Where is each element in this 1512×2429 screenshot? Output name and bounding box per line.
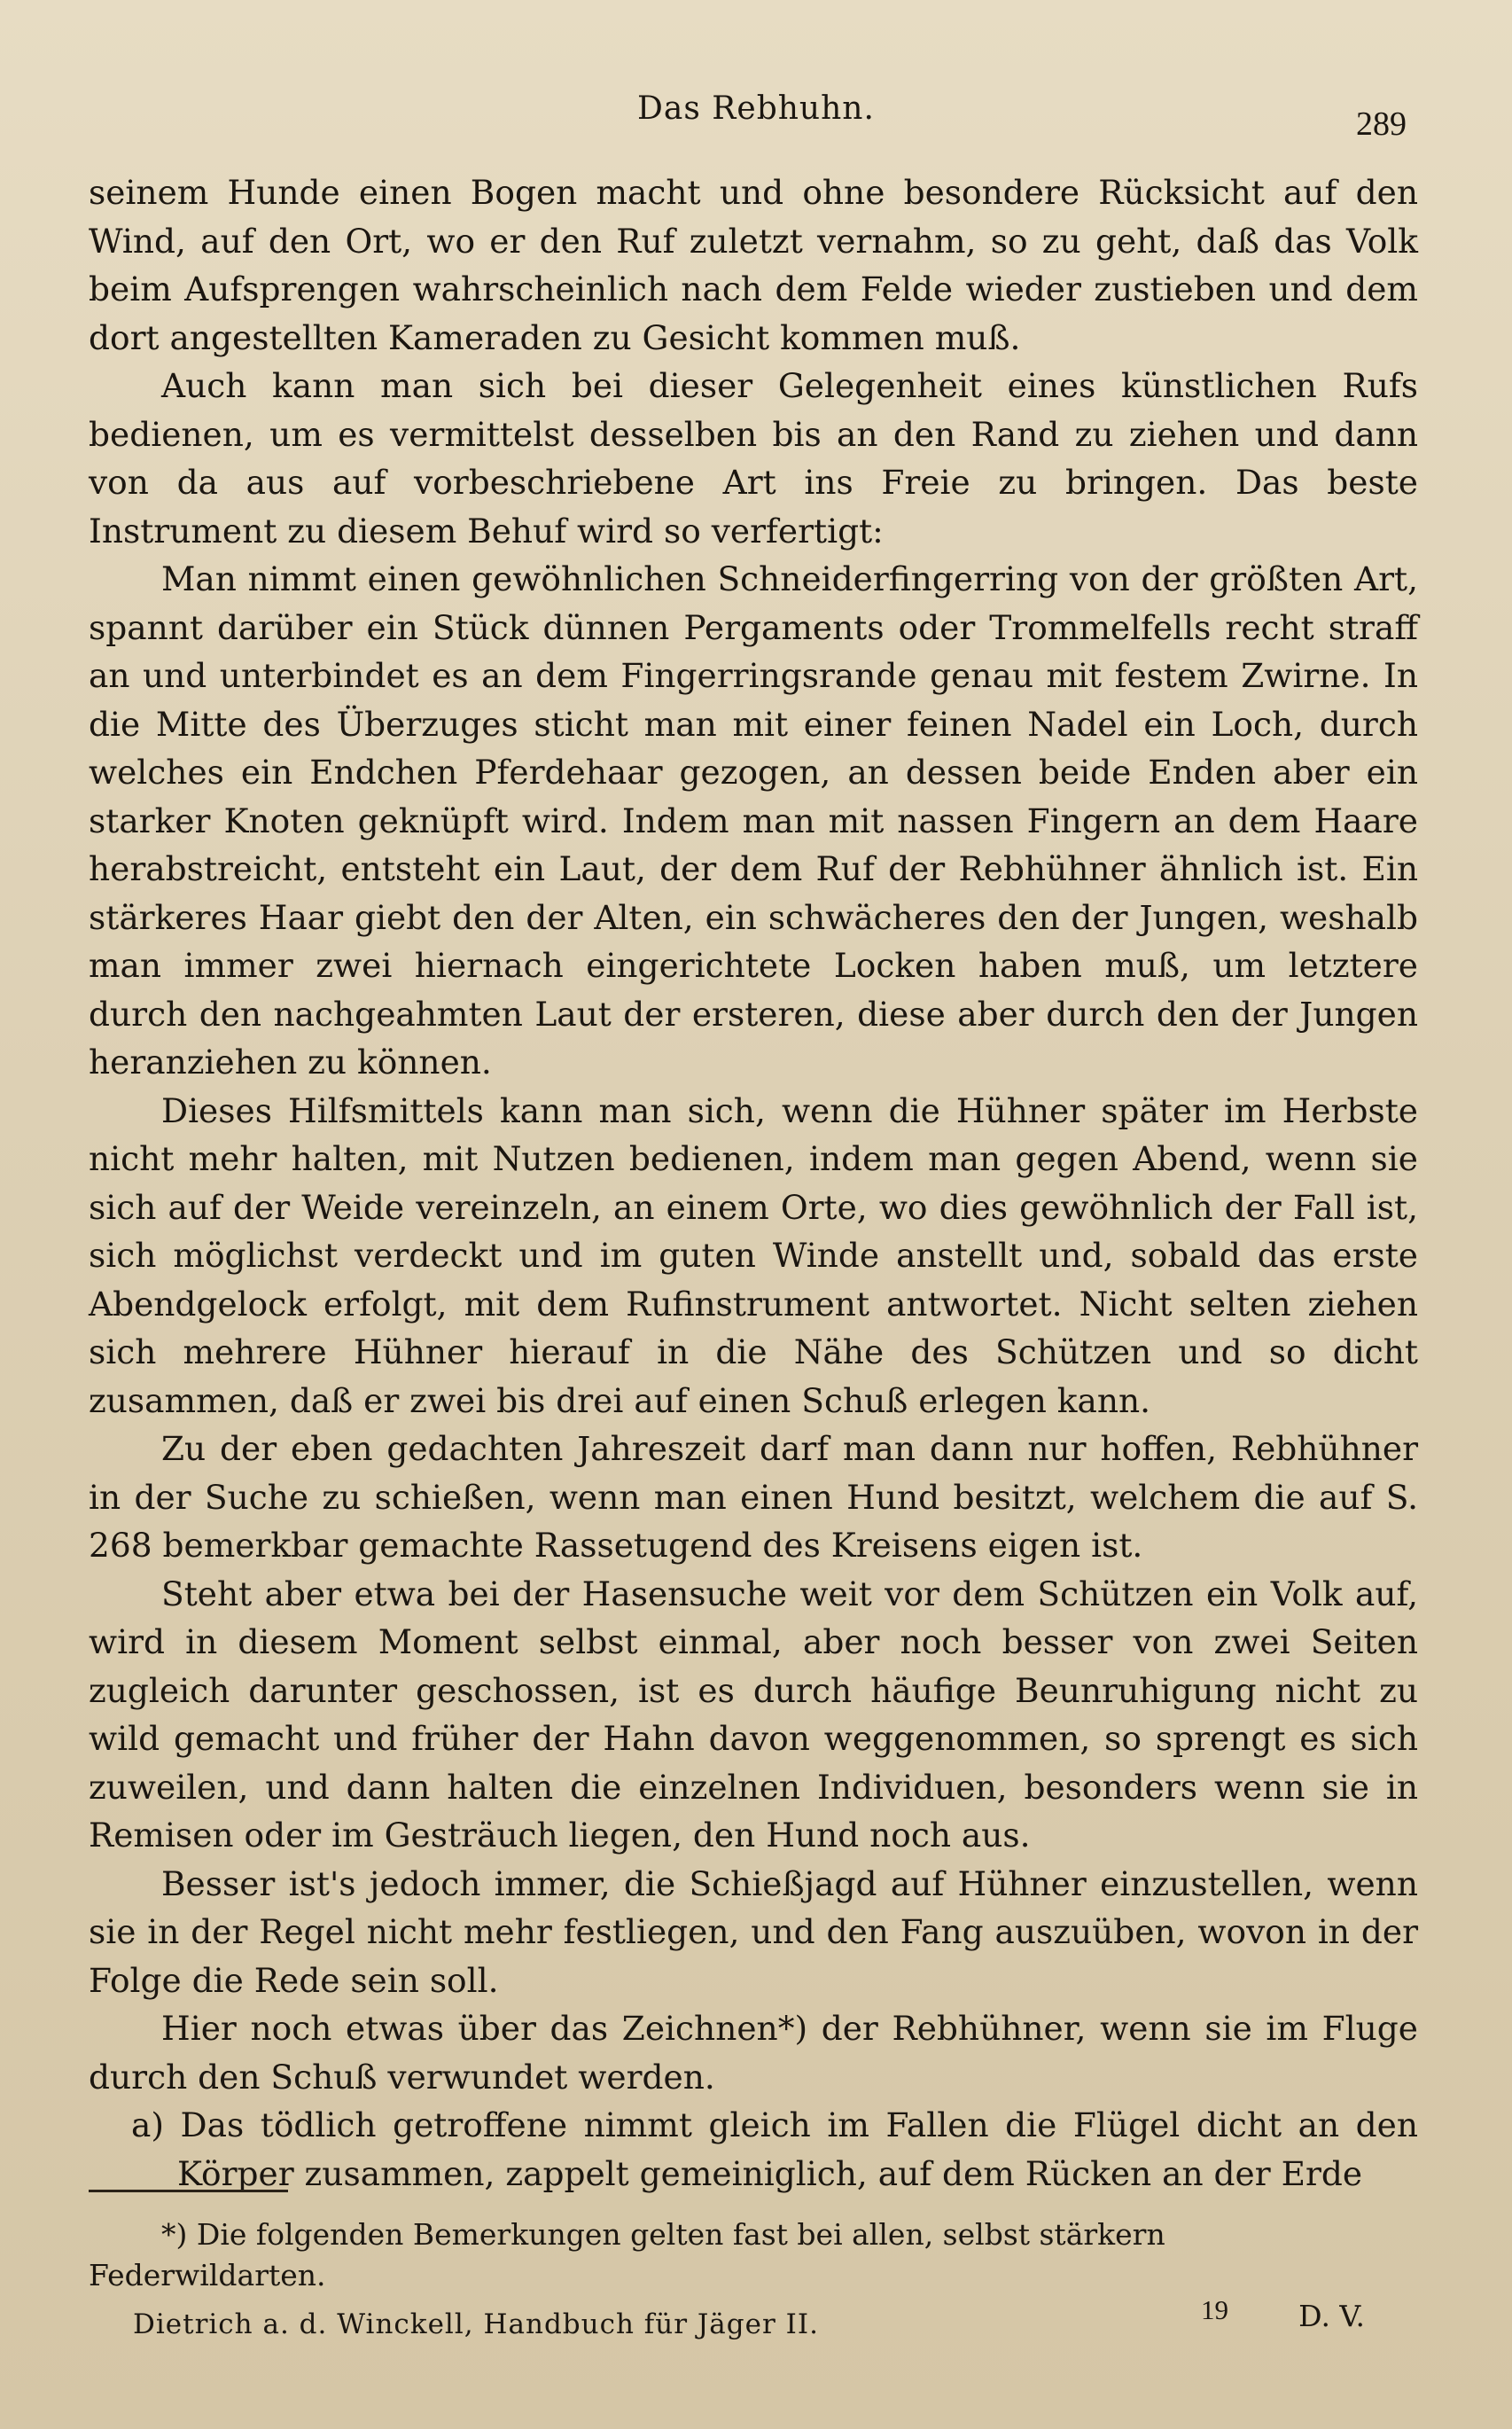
list-item-a: a) Das tödlich getroffene nimmt gleich im Fallen die Flügel dicht an den Körper zusammen, zappelt gemeiniglich, auf dem Rücken an der Erde bbox=[131, 2105, 1418, 2193]
footnote-divider bbox=[89, 2190, 288, 2192]
footnote-signature: D. V. bbox=[1298, 2299, 1365, 2333]
paragraph: Auch kann man sich bei dieser Gelegenheit eines künstlichen Rufs bedienen, um es vermittelst desselben bis an den Rand zu ziehen und dann von da aus auf vorbeschriebene Art ins Freie zu bringen. Das beste Instrument zu diesem Behuf wird so verfertigt: bbox=[89, 366, 1418, 551]
page-number: 289 bbox=[1356, 105, 1407, 143]
paragraph: Dieses Hilfsmittels kann man sich, wenn die Hühner später im Herbste nicht mehr halten, mit Nutzen bedienen, indem man gegen Abend, wenn sie sich auf der Weide vereinzeln, an einem Orte, wo dies gewöhnlich der Fall ist, sich möglichst verdeckt und im guten Winde anstellt und, sobald das erste Abendgelock erfolgt, mit dem Rufinstrument antwortet. Nicht selten ziehen sich mehrere Hühner hierauf in die Nähe des Schützen und so dicht zusammen, daß er zwei bis drei auf einen Schuß erlegen kann. bbox=[89, 1090, 1418, 1420]
signature-mark: 19 bbox=[1201, 2294, 1228, 2325]
paragraph-continued: seinem Hunde einen Bogen macht und ohne besondere Rücksicht auf den Wind, auf den Ort, wo er den Ruf zuletzt vernahm, so zu geht, daß das Volk beim Aufsprengen wahrscheinlich nach dem Felde wieder zustieben und dem dort angestellten Kameraden zu Gesicht kommen muß. bbox=[89, 173, 1418, 357]
body-text bbox=[89, 168, 1418, 2198]
footnote-text: *) Die folgenden Bemerkungen gelten fast bei allen, selbst stärkern Federwildarten. bbox=[89, 2217, 1165, 2292]
footer-source: Dietrich a. d. Winckell, Handbuch für Jäger II. bbox=[133, 2308, 820, 2340]
paragraph: Hier noch etwas über das Zeichnen*) der Rebhühner, wenn sie im Fluge durch den Schuß verwundet werden. bbox=[89, 2009, 1418, 2097]
paragraph: Man nimmt einen gewöhnlichen Schneiderfingerring von der größten Art, spannt darüber ein Stück dünnen Pergaments oder Trommelfells recht straff an und unterbindet es an dem Fingerringsrande genau mit festem Zwirne. In die Mitte des Überzuges sticht man mit einer feinen Nadel ein Loch, durch welches ein Endchen Pferdehaar gezogen, an dessen beide Enden aber ein starker Knoten geknüpft wird. Indem man mit nassen Fingern an dem Haare herabstreicht, entsteht ein Laut, der dem Ruf der Rebhühner ähnlich ist. Ein stärkeres Haar giebt den der Alten, ein schwächeres den der Jungen, weshalb man immer zwei hiernach eingerichtete Locken haben muß, um letztere durch den nachgeahmten Laut der ersteren, diese aber durch den der Jungen heranziehen zu können. bbox=[89, 559, 1418, 1082]
running-title: Das Rebhuhn. bbox=[637, 90, 875, 127]
paragraph: Besser ist's jedoch immer, die Schießjagd auf Hühner einzustellen, wenn sie in der Regel nicht mehr festliegen, und den Fang auszuüben, wovon in der Folge die Rede sein soll. bbox=[89, 1863, 1418, 2000]
paragraph: Steht aber etwa bei der Hasensuche weit vor dem Schützen ein Volk auf, wird in diesem Moment selbst einmal, aber noch besser von zwei Seiten zugleich darunter geschossen, ist es durch häufige Beunruhigung nicht zu wild gemacht und früher der Hahn davon weggenommen, so sprengt es sich zuweilen, und dann halten die einzelnen Individuen, besonders wenn sie in Remisen oder im Gesträuch liegen, den Hund noch aus. bbox=[89, 1574, 1418, 1855]
paragraph: Zu der eben gedachten Jahreszeit darf man dann nur hoffen, Rebhühner in der Suche zu schießen, wenn man einen Hund besitzt, welchem die auf S. 268 bemerkbar gemachte Rassetugend des Kreisens eigen ist. bbox=[89, 1429, 1418, 1565]
